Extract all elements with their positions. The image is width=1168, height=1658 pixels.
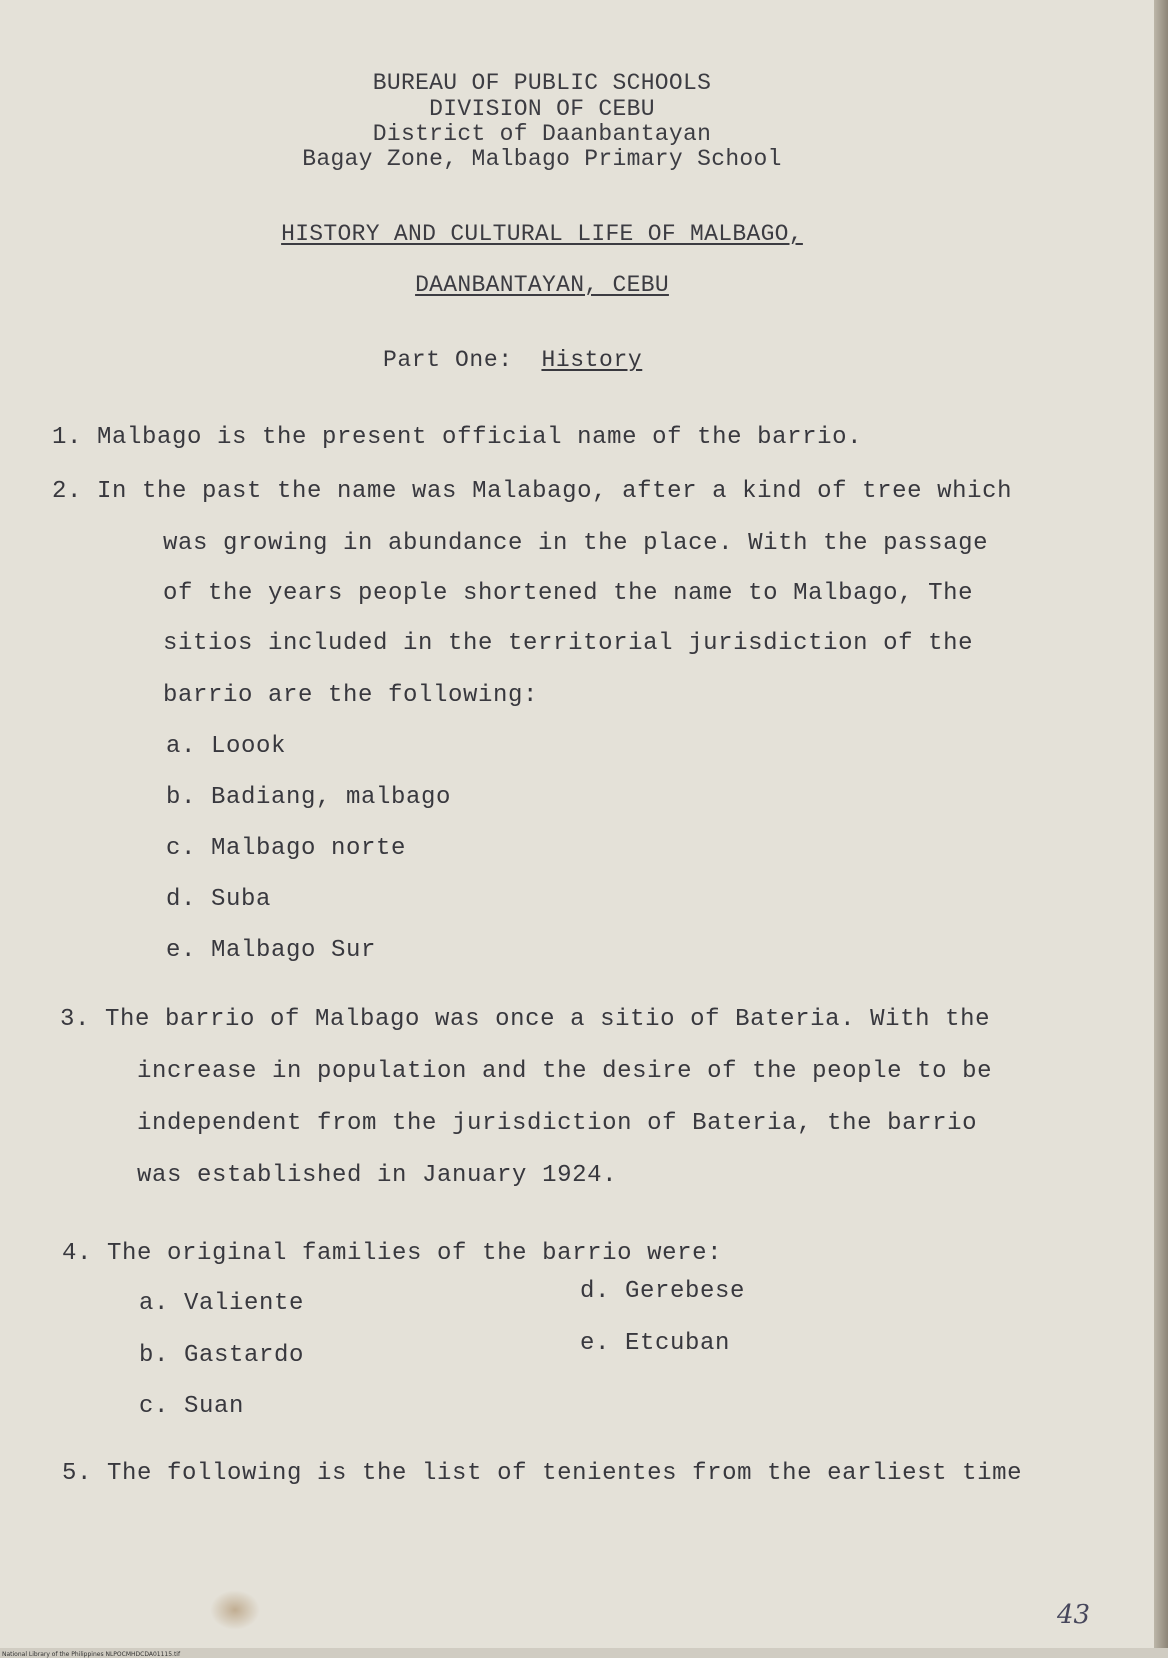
division-heading: DIVISION OF CEBU bbox=[429, 96, 655, 122]
family-item: e. Etcuban bbox=[580, 1330, 731, 1357]
item-5: 5. The following is the list of tenientes from the earliest time bbox=[62, 1460, 1023, 1487]
bureau-heading: BUREAU OF PUBLIC SCHOOLS bbox=[372, 70, 712, 96]
family-item: d. Gerebese bbox=[580, 1278, 746, 1305]
family-item: b. Gastardo bbox=[139, 1342, 305, 1369]
item-3-line: increase in population and the desire of the people to be bbox=[137, 1058, 993, 1085]
item-3-line: independent from the jurisdiction of Bateria, the barrio bbox=[137, 1110, 978, 1137]
item-2-line: barrio are the following: bbox=[163, 682, 539, 709]
item-2-line: 2. In the past the name was Malabago, after a kind of tree which bbox=[52, 478, 1013, 505]
part-heading bbox=[383, 347, 642, 373]
item-2-line: sitios included in the territorial jurisdiction of the bbox=[163, 630, 974, 657]
sitio-item: b. Badiang, malbago bbox=[166, 784, 452, 811]
sitio-item: d. Suba bbox=[166, 886, 272, 913]
page-number: 43 bbox=[1057, 1600, 1091, 1630]
item-3-line: 3. The barrio of Malbago was once a sitio of Bateria. With the bbox=[60, 1006, 991, 1033]
document-title: HISTORY AND CULTURAL LIFE OF MALBAGO, bbox=[281, 221, 803, 247]
item-3-line: was established in January 1924. bbox=[137, 1162, 618, 1189]
sitio-item: c. Malbago norte bbox=[166, 835, 407, 862]
part-name: History bbox=[541, 347, 643, 373]
family-item: a. Valiente bbox=[139, 1290, 305, 1317]
item-1: 1. Malbago is the present official name of the barrio. bbox=[52, 424, 863, 451]
sitio-item: a. Loook bbox=[166, 733, 287, 760]
family-item: c. Suan bbox=[139, 1393, 245, 1420]
item-4: 4. The original families of the barrio were: bbox=[62, 1240, 723, 1267]
school-heading: Bagay Zone, Malbago Primary School bbox=[302, 146, 782, 172]
document-subtitle: DAANBANTAYAN, CEBU bbox=[415, 272, 669, 298]
sitio-item: e. Malbago Sur bbox=[166, 937, 377, 964]
page-edge bbox=[1154, 0, 1168, 1658]
part-prefix: Part One: bbox=[383, 347, 513, 373]
item-2-line: of the years people shortened the name to Malbago, The bbox=[163, 580, 974, 607]
district-heading: District of Daanbantayan bbox=[372, 121, 712, 147]
footer-bar bbox=[0, 1648, 1168, 1658]
paper-stain bbox=[210, 1590, 260, 1630]
item-2-line: was growing in abundance in the place. With the passage bbox=[163, 530, 989, 557]
archive-footer: National Library of the Philippines NLPOCMHDCDA01115.tif bbox=[2, 1651, 181, 1658]
